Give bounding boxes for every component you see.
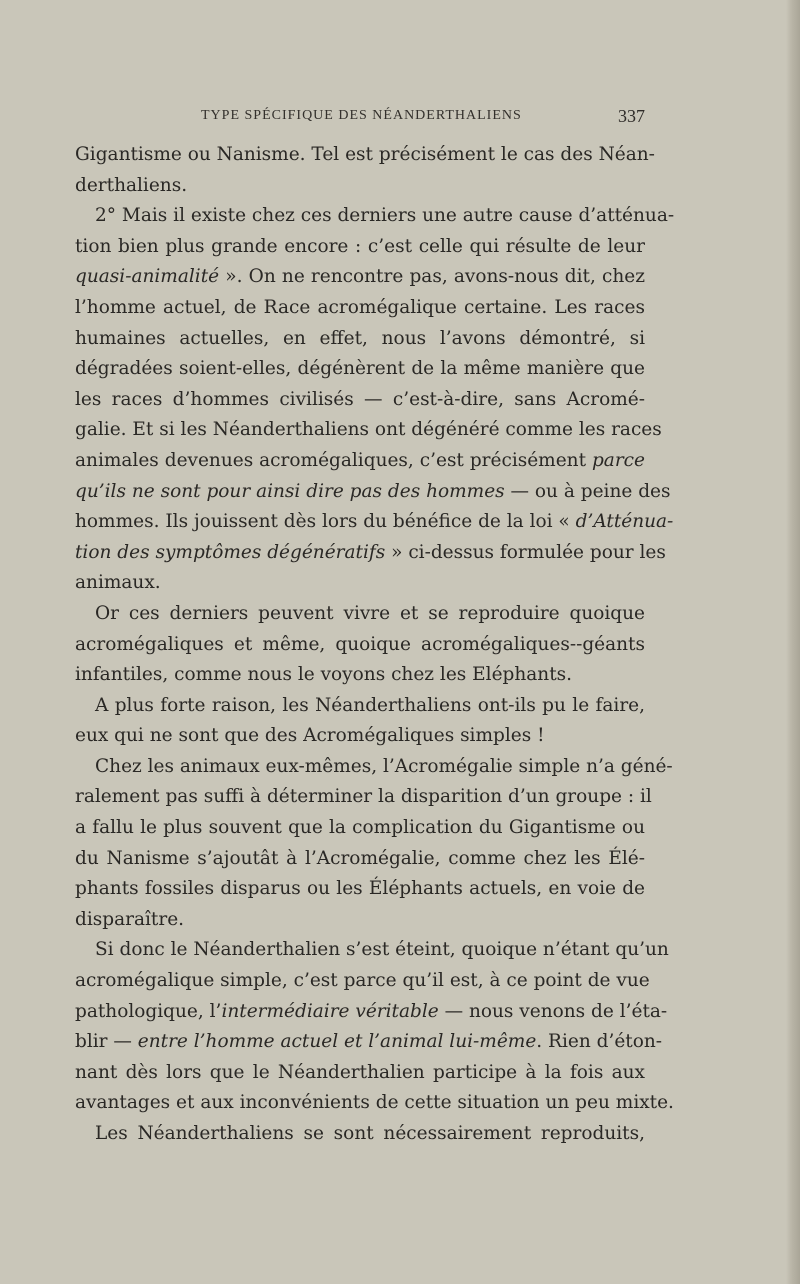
text-line: du Nanisme s’ajoutât à l’Acromégalie, comme chez les Élé-: [75, 847, 645, 869]
body-text: [75, 140, 675, 1150]
text-line: hommes. Ils jouissent dès lors du bénéfice de la loi « d’Atténua-: [75, 511, 674, 533]
text-line: A plus forte raison, les Néanderthaliens ont-ils pu le faire,: [95, 694, 645, 716]
text-line: Gigantisme ou Nanisme. Tel est précisément le cas des Néan-: [75, 144, 655, 165]
text-line: tion des symptômes dégénératifs » ci-dessus formulée pour les: [75, 541, 666, 563]
running-title: TYPE SPÉCIFIQUE DES NÉANDERTHALIENS: [201, 108, 522, 123]
text-line: Or ces derniers peuvent vivre et se reproduire quoique: [95, 602, 645, 624]
text-line: animaux.: [75, 572, 161, 594]
text-line: Les Néanderthaliens se sont nécessairement reproduits,: [95, 1123, 645, 1144]
text-line: disparaître.: [75, 908, 185, 930]
text-line: qu’ils ne sont pour ainsi dire pas des hommes — ou à peine des: [75, 480, 671, 502]
text-line: animales devenues acromégaliques, c’est précisément parce: [75, 449, 645, 471]
text-line: eux qui ne sont que des Acromégaliques simples !: [75, 725, 545, 747]
text-line: humaines actuelles, en effet, nous l’avons démontré, si: [75, 327, 645, 349]
text-line: infantiles, comme nous le voyons chez les Eléphants.: [75, 664, 573, 686]
text-line: pathologique, l’intermédiaire véritable — nous venons de l’éta-: [75, 1000, 668, 1022]
text-line: a fallu le plus souvent que la complication du Gigantisme ou: [75, 817, 645, 839]
page-edge: [786, 0, 800, 1284]
text-line: ralement pas suffi à déterminer la disparition d’un groupe : il: [75, 786, 652, 808]
page-number: 337: [618, 106, 645, 126]
text-line: nant dès lors que le Néanderthalien participe à la fois aux: [75, 1061, 645, 1083]
text-line: 2° Mais il existe chez ces derniers une autre cause d’atténua-: [95, 205, 675, 227]
text-line: galie. Et si les Néanderthaliens ont dégénéré comme les races: [75, 419, 662, 441]
text-line: Si donc le Néanderthalien s’est éteint, quoique n’étant qu’un: [95, 939, 669, 961]
text-line: acromégaliques et même, quoique acromégaliques--géants: [75, 633, 645, 655]
text-line: Chez les animaux eux-mêmes, l’Acromégalie simple n’a géné-: [95, 755, 673, 777]
text-line: tion bien plus grande encore : c’est celle qui résulte de leur: [75, 235, 645, 257]
text-line: quasi-animalité ». On ne rencontre pas, avons-nous dit, chez: [75, 266, 645, 288]
text-line: l’homme actuel, de Race acromégalique certaine. Les races: [75, 296, 645, 318]
text-line: phants fossiles disparus ou les Éléphants actuels, en voie de: [75, 878, 645, 900]
text-line: derthaliens.: [75, 174, 188, 196]
running-header: [75, 106, 645, 128]
text-line: les races d’hommes civilisés — c’est-à-dire, sans Acromé-: [75, 388, 645, 410]
text-line: blir — entre l’homme actuel et l’animal lui-même. Rien d’éton-: [75, 1031, 663, 1053]
text-line: avantages et aux inconvénients de cette situation un peu mixte.: [75, 1092, 674, 1114]
text-line: dégradées soient-elles, dégénèrent de la même manière que: [75, 358, 645, 380]
text-line: acromégalique simple, c’est parce qu’il est, à ce point de vue: [75, 970, 650, 992]
